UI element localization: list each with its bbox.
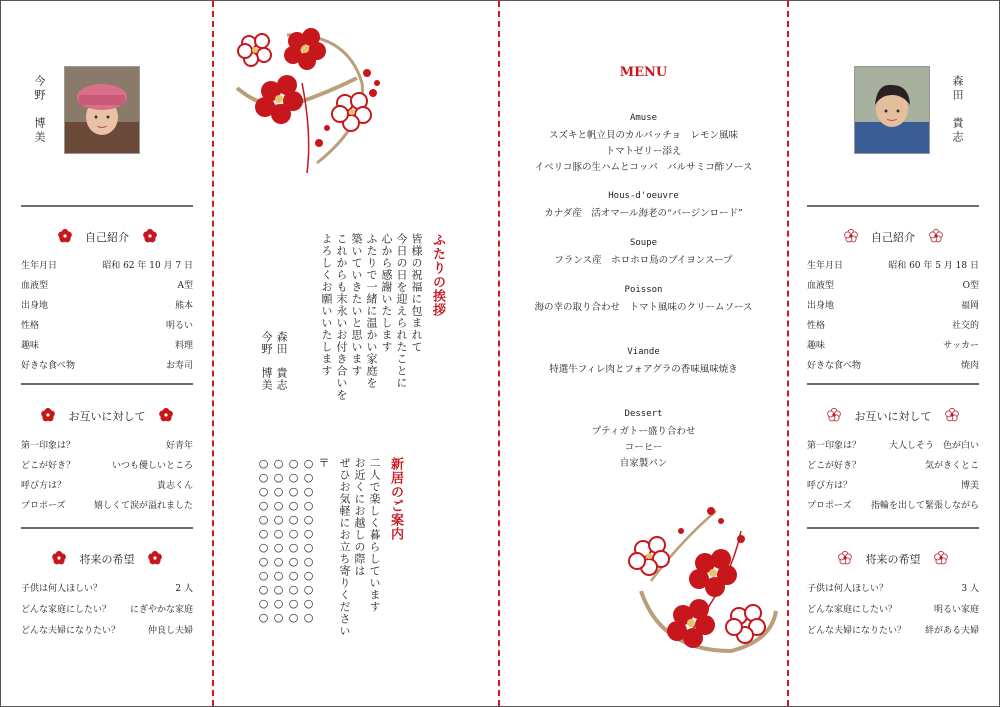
plum-branch-ornament-menu: [621, 501, 781, 661]
address-line: ○○○○○○○○○○○○: [302, 457, 315, 625]
plum-blossom-icon: [827, 410, 841, 423]
info-label: 出身地: [807, 301, 835, 311]
plum-blossom-icon: [844, 231, 858, 244]
groom-profile-title: 自己紹介: [871, 231, 915, 244]
new-home-lines: [337, 457, 382, 657]
menu-course-name: Dessert: [624, 409, 663, 419]
greeting-line: これからも末永いお付き合いを: [335, 233, 348, 401]
new-home-line: お近くにお越しの際は: [353, 457, 366, 577]
menu-title: MENU: [619, 65, 668, 80]
info-row: [21, 338, 193, 351]
groom-given-name: 貴志: [951, 117, 964, 145]
plum-blossom-icon: [929, 231, 943, 244]
info-value: 社交的: [951, 321, 979, 331]
fold-line-1: [212, 1, 214, 706]
info-value: 福岡: [960, 301, 979, 311]
info-row: [21, 298, 193, 311]
menu-dish: トマトゼリー添え: [605, 146, 682, 157]
bride-photo: [64, 66, 140, 154]
menu-dish: 自家製パン: [619, 458, 668, 469]
info-value: 気がきくとこ: [924, 461, 979, 471]
fold-line-3: [787, 1, 789, 706]
info-row: [807, 338, 979, 351]
info-row: [21, 358, 193, 371]
greeting-block: [319, 233, 445, 448]
info-row: [807, 258, 979, 271]
menu-dish: 海の幸の取り合わせ トマト風味のクリームソース: [534, 302, 753, 313]
info-value: O型: [962, 281, 979, 291]
groom-divider-3: [807, 527, 979, 529]
info-value: 博美: [960, 481, 979, 491]
greeting-line: よろしくお願いいたします: [320, 233, 333, 377]
info-label: どこが好き？: [807, 461, 862, 471]
info-label: プロポーズ: [21, 501, 66, 511]
info-row: [807, 602, 979, 615]
info-value: 明るい家庭: [933, 605, 979, 615]
bride-profile-heading: [21, 229, 193, 245]
info-label: 性格: [21, 321, 40, 331]
bride-divider-1: [21, 205, 193, 207]
greeting-line: ふたりで一緒に温かい家庭を: [365, 233, 378, 389]
address-line: ○○○○○○○○○○○○: [272, 457, 285, 625]
info-value: サッカー: [943, 341, 979, 351]
new-home-address: [256, 457, 331, 657]
plum-blossom-icon: [41, 410, 55, 423]
info-value: 絆がある夫婦: [924, 626, 979, 636]
menu-dish: フランス産 ホロホロ鳥のブイヨンスープ: [554, 255, 733, 266]
info-label: 子供は何人ほしい？: [807, 584, 889, 594]
info-label: 性格: [807, 321, 826, 331]
info-label: 血液型: [807, 281, 835, 291]
info-label: 趣味: [21, 341, 40, 351]
bride-mutual-title: お互いに対して: [68, 410, 146, 423]
groom-future-title: 将来の希望: [865, 553, 921, 566]
info-row: [21, 623, 193, 636]
info-row: [807, 298, 979, 311]
signature-groom: 森田 貴志: [275, 331, 288, 391]
info-value: 昭和 60 年 5 月 18 日: [888, 261, 979, 271]
menu-dish: スズキと帆立貝のカルパッチョ レモン風味: [548, 130, 739, 141]
info-row: [807, 278, 979, 291]
info-row: [21, 278, 193, 291]
info-row: [21, 478, 193, 491]
plum-blossom-icon: [52, 553, 66, 566]
menu-dish: カナダ産 活オマール海老の“バージンロード”: [544, 208, 743, 219]
greeting-title: ふたりの挨拶: [430, 233, 445, 317]
info-value: 仲良し夫婦: [147, 626, 193, 636]
fold-line-2: [498, 1, 500, 706]
plum-blossom-icon: [945, 410, 959, 423]
info-value: 料理: [174, 341, 193, 351]
info-value: 焼肉: [960, 361, 979, 371]
greeting-line: 今日の日を迎えられたことに: [395, 233, 408, 389]
info-label: 趣味: [807, 341, 826, 351]
info-label: 血液型: [21, 281, 49, 291]
greeting-line: 皆様の祝福に包まれて: [410, 233, 423, 353]
plum-blossom-icon: [934, 553, 948, 566]
bride-future-title: 将来の希望: [79, 553, 135, 566]
bride-divider-2: [21, 383, 193, 385]
info-value: 指輪を出して緊張しながら: [870, 501, 979, 511]
menu-dish: プティガトー盛り合わせ: [591, 426, 696, 437]
info-row: [807, 478, 979, 491]
info-row: [21, 498, 193, 511]
greeting-lines: [319, 233, 424, 448]
info-label: 生年月日: [807, 261, 844, 271]
menu-dish: イベリコ豚の生ハムとコッパ バルサミコ酢ソース: [534, 162, 753, 173]
groom-family-name: 森田: [951, 75, 964, 103]
menu-course-name: Soupe: [629, 238, 658, 248]
groom-profile-heading: [807, 229, 979, 245]
info-label: どんな家庭にしたい？: [807, 605, 898, 615]
groom-name: [949, 75, 965, 145]
greeting-line: 心から感謝いたします: [380, 233, 393, 353]
new-home-line: ぜひお気軽にお立ち寄りください: [338, 457, 351, 637]
new-home-line: 二人で楽しく暮らしています: [368, 457, 381, 613]
bride-photo-image: [65, 67, 139, 153]
groom-mutual-title: お互いに対して: [854, 410, 932, 423]
plum-branch-ornament: [227, 23, 387, 183]
info-label: どんな夫婦になりたい？: [21, 626, 121, 636]
menu-course-name: Hous-d'oeuvre: [608, 191, 679, 201]
info-label: 生年月日: [21, 261, 58, 271]
info-row: [807, 358, 979, 371]
info-label: どんな夫婦になりたい？: [807, 626, 907, 636]
info-row: [807, 498, 979, 511]
bride-divider-3: [21, 527, 193, 529]
plum-blossom-icon: [148, 553, 162, 566]
bride-mutual-heading: [21, 408, 193, 424]
new-home-title: 新居のご案内: [388, 457, 403, 541]
info-value: 明るい: [165, 321, 193, 331]
info-row: [21, 581, 193, 594]
groom-divider-2: [807, 383, 979, 385]
info-value: 大人しそう 色が白い: [888, 441, 979, 451]
info-row: [21, 438, 193, 451]
menu-course-name: Poisson: [624, 285, 663, 295]
info-row: [807, 458, 979, 471]
info-value: 熊本: [174, 301, 193, 311]
info-value: お寿司: [165, 361, 193, 371]
bride-future-heading: [21, 551, 193, 567]
groom-future-heading: [807, 551, 979, 567]
plum-blossom-icon: [58, 231, 72, 244]
info-row: [807, 623, 979, 636]
info-label: 子供は何人ほしい？: [21, 584, 103, 594]
info-label: どこが好き？: [21, 461, 76, 471]
plum-blossom-icon: [838, 553, 852, 566]
info-row: [807, 318, 979, 331]
bride-given-name: 博美: [33, 117, 46, 145]
address-line: ○○○○○○○○○○○○: [287, 457, 300, 625]
groom-photo-image: [855, 67, 929, 153]
info-value: 嬉しくて涙が溢れました: [93, 501, 193, 511]
new-home-block: [256, 457, 403, 657]
info-value: 昭和 62 年 10 月 7 日: [102, 261, 193, 271]
info-label: 呼び方は？: [21, 481, 67, 491]
info-label: プロポーズ: [807, 501, 852, 511]
info-row: [21, 258, 193, 271]
info-value: 2 人: [175, 584, 193, 594]
info-row: [807, 438, 979, 451]
info-label: どんな家庭にしたい？: [21, 605, 112, 615]
info-value: A型: [177, 281, 193, 291]
menu-dish: コーヒー: [624, 442, 663, 453]
address-line: ○○○○○○○○○○○○: [257, 457, 270, 625]
groom-mutual-heading: [807, 408, 979, 424]
menu-dish: 特選牛フィレ肉とフォアグラの香味風味焼き: [549, 364, 738, 375]
info-row: [21, 458, 193, 471]
info-value: 貴志くん: [156, 481, 193, 491]
greeting-line: 築いていきたいと思います: [350, 233, 363, 377]
plum-blossom-icon: [159, 410, 173, 423]
info-value: いつも優しいところ: [111, 461, 193, 471]
signature-bride: 今野 博美: [260, 331, 273, 391]
menu-course-name: Amuse: [629, 113, 658, 123]
info-label: 好きな食べ物: [21, 361, 76, 371]
info-label: 第一印象は？: [807, 441, 862, 451]
greeting-signature: [259, 331, 289, 391]
plum-blossom-icon: [143, 231, 157, 244]
address-line: 〒: [317, 457, 330, 469]
info-label: 呼び方は？: [807, 481, 853, 491]
bride-family-name: 今野: [33, 75, 46, 103]
info-label: 出身地: [21, 301, 49, 311]
info-value: 3 人: [961, 584, 979, 594]
info-value: にぎやかな家庭: [129, 605, 193, 615]
bride-profile-title: 自己紹介: [85, 231, 129, 244]
info-row: [21, 602, 193, 615]
info-row: [21, 318, 193, 331]
groom-divider-1: [807, 205, 979, 207]
info-value: 好青年: [165, 441, 193, 451]
groom-photo: [854, 66, 930, 154]
info-row: [807, 581, 979, 594]
info-label: 第一印象は？: [21, 441, 76, 451]
menu-course-name: Viande: [627, 347, 660, 357]
bride-name: [31, 75, 47, 145]
info-label: 好きな食べ物: [807, 361, 862, 371]
